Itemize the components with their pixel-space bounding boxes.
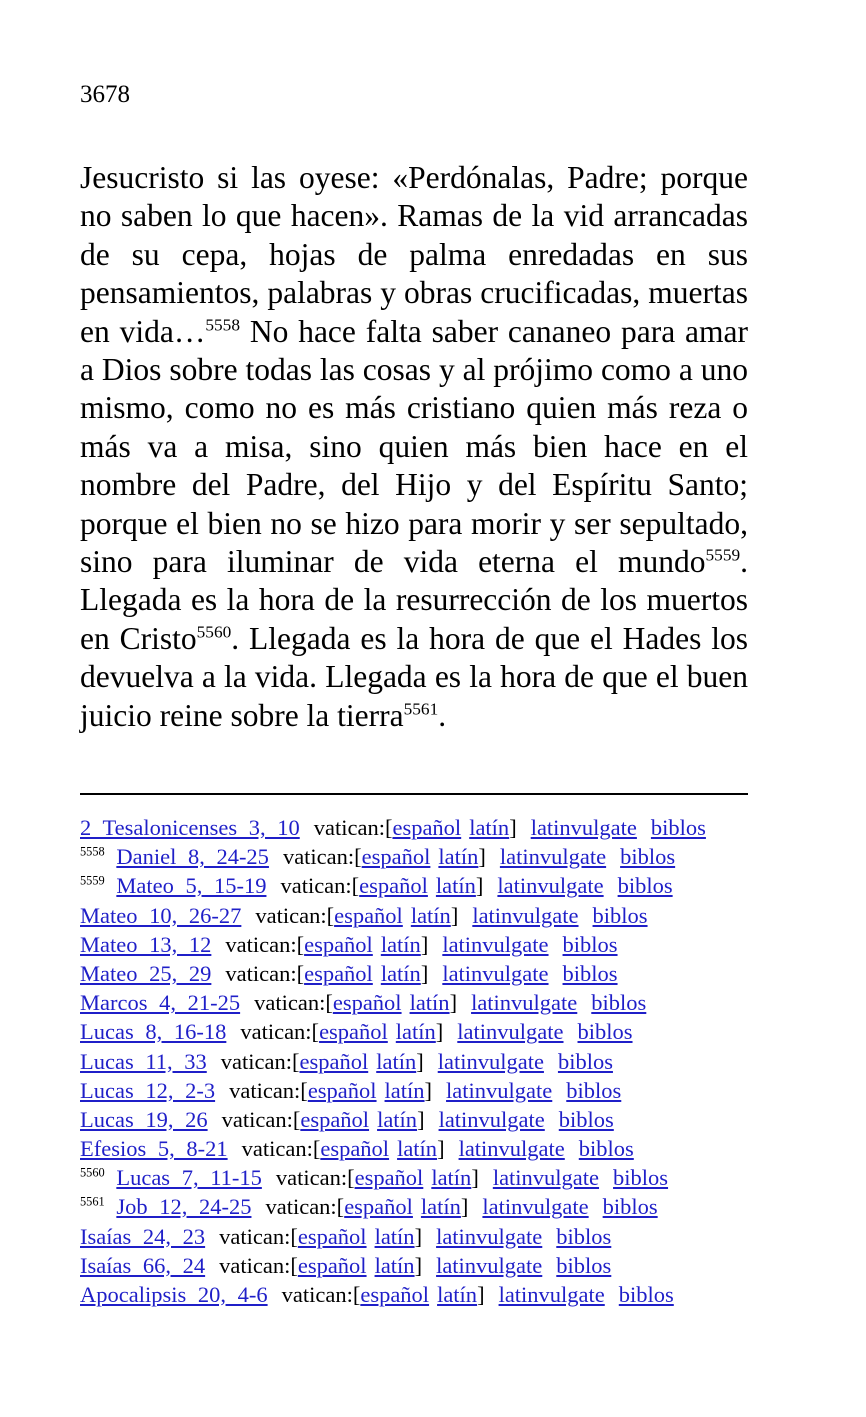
footnote-row — [80, 1163, 760, 1192]
bible-reference-link[interactable]: Isaías 66, 24 — [80, 1252, 206, 1278]
vatican-label: vatican:[ — [280, 873, 360, 899]
bible-reference-link[interactable]: Mateo 13, 12 — [80, 931, 212, 957]
footnote-row — [80, 988, 760, 1017]
body-text-part: . Llegada es la hora de que el Hades los devuelva a la vida. Llegada es la hora de que el buen juicio reine sobre la tierra — [80, 620, 748, 733]
footnote-number: 5559 — [80, 873, 105, 888]
biblos-link[interactable]: biblos — [556, 1252, 612, 1278]
footnote-row — [80, 1280, 760, 1309]
vatican-label: vatican:[ — [240, 1019, 320, 1045]
espanol-link[interactable]: español — [361, 844, 431, 870]
latinvulgate-link[interactable]: latinvulgate — [457, 1019, 564, 1045]
latinvulgate-link[interactable]: latinvulgate — [436, 1252, 543, 1278]
espanol-link[interactable]: español — [392, 815, 462, 840]
biblos-link[interactable]: biblos — [591, 990, 647, 1016]
biblos-link[interactable]: biblos — [558, 1106, 614, 1132]
biblos-link[interactable]: biblos — [618, 1282, 674, 1307]
footnote-marker: 5558 — [205, 315, 240, 335]
espanol-link[interactable]: español — [304, 931, 373, 957]
vatican-label: vatican:[ — [241, 1136, 321, 1162]
bracket-close: ] — [449, 990, 458, 1016]
latin-link[interactable]: latín — [395, 1019, 436, 1045]
bracket-close: ] — [424, 1077, 433, 1103]
bible-reference-link[interactable]: Daniel 8, 24-25 — [116, 844, 269, 870]
bible-reference-link[interactable]: Lucas 19, 26 — [80, 1106, 208, 1132]
latinvulgate-link[interactable]: latinvulgate — [471, 990, 578, 1016]
biblos-link[interactable]: biblos — [613, 1165, 669, 1191]
footnote-row — [80, 959, 760, 988]
latinvulgate-link[interactable]: latinvulgate — [458, 1136, 565, 1162]
footnote-row — [80, 1047, 760, 1076]
espanol-link[interactable]: español — [307, 1077, 377, 1103]
vatican-label: vatican:[ — [229, 1077, 308, 1103]
espanol-link[interactable]: español — [360, 1282, 430, 1307]
bracket-close: ] — [417, 1106, 425, 1132]
espanol-link[interactable]: español — [300, 1106, 370, 1132]
biblos-link[interactable]: biblos — [578, 1136, 634, 1162]
latinvulgate-link[interactable]: latinvulgate — [442, 931, 549, 957]
biblos-link[interactable]: biblos — [620, 844, 676, 870]
vatican-label: vatican:[ — [275, 1165, 355, 1191]
bible-reference-link[interactable]: Lucas 7, 11-15 — [116, 1165, 262, 1191]
latinvulgate-link[interactable]: latinvulgate — [497, 873, 604, 899]
bracket-close: ] — [477, 1282, 485, 1307]
vatican-label: vatican:[ — [281, 1282, 361, 1307]
latinvulgate-link[interactable]: latinvulgate — [442, 960, 549, 986]
latin-link[interactable]: latín — [437, 1282, 478, 1307]
latin-link[interactable]: latín — [431, 1165, 472, 1191]
latin-link[interactable]: latín — [409, 990, 450, 1016]
vatican-label: vatican:[ — [225, 960, 305, 986]
espanol-link[interactable]: español — [332, 990, 402, 1016]
biblos-link[interactable]: biblos — [557, 1048, 613, 1074]
latin-link[interactable]: latín — [420, 1194, 461, 1220]
footnote-row — [80, 901, 760, 930]
biblos-link[interactable]: biblos — [562, 960, 618, 986]
body-text-part: Jesucristo si las oyese: «Perdónalas, Padre; porque no saben lo que hacen». Ramas de la vid arrancadas de su cepa, hojas de palma enredadas en sus pensamientos, palabras y obras crucificadas, muertas en vida… — [80, 160, 748, 349]
bracket-close: ] — [437, 1136, 445, 1162]
latinvulgate-link[interactable]: latinvulgate — [498, 1282, 605, 1307]
bible-reference-link[interactable]: Lucas 11, 33 — [80, 1048, 207, 1074]
espanol-link[interactable]: español — [304, 960, 373, 986]
espanol-link[interactable]: español — [299, 1048, 369, 1074]
footnote-marker: 5559 — [705, 545, 741, 565]
espanol-link[interactable]: español — [334, 902, 403, 928]
body-text-part: . — [438, 697, 447, 733]
page-number: 3678 — [80, 81, 130, 108]
latinvulgate-link[interactable]: latinvulgate — [437, 1048, 544, 1074]
vatican-label: vatican:[ — [282, 844, 362, 870]
footnote-number: 5561 — [80, 1194, 105, 1209]
latin-link[interactable]: latín — [380, 931, 421, 957]
bible-reference-link[interactable]: Mateo 10, 26-27 — [80, 902, 242, 928]
bracket-close: ] — [460, 1194, 469, 1220]
footnote-row — [80, 842, 760, 871]
body-text-part: . Llegada es la hora de la resurrección de los muertos en Cristo — [80, 544, 748, 656]
bible-reference-link[interactable]: 2 Tesalonicenses 3, 10 — [80, 815, 300, 840]
latinvulgate-link[interactable]: latinvulgate — [499, 844, 607, 870]
bible-reference-link[interactable]: Mateo 25, 29 — [80, 960, 212, 986]
vatican-label: vatican:[ — [313, 815, 393, 840]
vatican-label: vatican:[ — [255, 902, 335, 928]
body-text-part: No hace falta saber cananeo para amar a Dios sobre todas las cosas y al prójimo como a uno mismo, como no es más cristiano quien más reza o más va a misa, sino quien más bien hace en el nombre del Padre, del Hijo y del Espíritu Santo; porque el bien no se hizo para morir y ser sepultado, sino para iluminar de vida eterna el mundo — [80, 313, 748, 580]
latinvulgate-link[interactable]: latinvulgate — [482, 1194, 589, 1220]
bible-reference-link[interactable]: Lucas 12, 2-3 — [80, 1077, 216, 1103]
biblos-link[interactable]: biblos — [617, 873, 673, 899]
footnote-row — [80, 813, 760, 842]
latin-link[interactable]: latín — [384, 1077, 425, 1103]
footnote-number: 5560 — [80, 1165, 105, 1180]
latin-link[interactable]: latín — [380, 960, 421, 986]
bible-reference-link[interactable]: Job 12, 24-25 — [116, 1194, 252, 1220]
espanol-link[interactable]: español — [320, 1136, 390, 1162]
biblos-link[interactable]: biblos — [650, 815, 706, 840]
bracket-close: ] — [435, 1019, 444, 1045]
latinvulgate-link[interactable]: latinvulgate — [472, 902, 579, 928]
footnote-number: 5558 — [80, 844, 105, 859]
footnote-row — [80, 930, 760, 959]
biblos-link[interactable]: biblos — [592, 902, 648, 928]
espanol-link[interactable]: español — [297, 1223, 367, 1249]
bible-reference-link[interactable]: Lucas 8, 16-18 — [80, 1019, 227, 1045]
latinvulgate-link[interactable]: latinvulgate — [492, 1165, 600, 1191]
latinvulgate-link[interactable]: latinvulgate — [530, 815, 637, 840]
espanol-link[interactable]: español — [344, 1194, 413, 1220]
bible-reference-link[interactable]: Marcos 4, 21-25 — [80, 990, 241, 1016]
bracket-close: ] — [450, 902, 459, 928]
espanol-link[interactable]: español — [297, 1252, 367, 1278]
footnote-row — [80, 1017, 760, 1046]
latinvulgate-link[interactable]: latinvulgate — [446, 1077, 553, 1103]
footnote-separator — [80, 793, 748, 795]
latin-link[interactable]: latín — [377, 1106, 418, 1132]
vatican-label: vatican:[ — [225, 931, 305, 957]
bible-reference-link[interactable]: Mateo 5, 15-19 — [116, 873, 267, 899]
bible-reference-link[interactable]: Isaías 24, 23 — [80, 1223, 206, 1249]
vatican-label: vatican:[ — [219, 1223, 298, 1249]
biblos-link[interactable]: biblos — [577, 1019, 633, 1045]
biblos-link[interactable]: biblos — [562, 931, 618, 957]
latin-link[interactable]: latín — [435, 873, 476, 899]
footnote-row — [80, 1192, 760, 1221]
biblos-link[interactable]: biblos — [566, 1077, 622, 1103]
biblos-link[interactable]: biblos — [556, 1223, 612, 1249]
biblos-link[interactable]: biblos — [602, 1194, 658, 1220]
vatican-label: vatican:[ — [219, 1252, 298, 1278]
espanol-link[interactable]: español — [359, 873, 428, 899]
latin-link[interactable]: latín — [438, 844, 479, 870]
bracket-close: ] — [471, 1165, 479, 1191]
vatican-label: vatican:[ — [221, 1106, 301, 1132]
footnote-row — [80, 871, 760, 900]
vatican-label: vatican:[ — [265, 1194, 345, 1220]
footnote-marker: 5560 — [196, 622, 232, 642]
bracket-close: ] — [416, 1048, 424, 1074]
footnote-marker: 5561 — [403, 699, 439, 719]
footnote-row — [80, 1076, 760, 1105]
latin-link[interactable]: latín — [376, 1048, 417, 1074]
latin-link[interactable]: latín — [410, 902, 451, 928]
bible-reference-link[interactable]: Efesios 5, 8-21 — [80, 1136, 228, 1162]
footnote-row — [80, 1251, 760, 1280]
espanol-link[interactable]: español — [319, 1019, 388, 1045]
latin-link[interactable]: latín — [469, 815, 510, 840]
bracket-close: ] — [420, 931, 429, 957]
bracket-close: ] — [509, 815, 517, 840]
latinvulgate-link[interactable]: latinvulgate — [436, 1223, 543, 1249]
bracket-close: ] — [475, 873, 484, 899]
footnote-row — [80, 1105, 760, 1134]
bracket-close: ] — [478, 844, 486, 870]
body-paragraph — [80, 159, 748, 735]
vatican-label: vatican:[ — [220, 1048, 300, 1074]
footnote-row — [80, 1222, 760, 1251]
latin-link[interactable]: latín — [374, 1252, 415, 1278]
espanol-link[interactable]: español — [354, 1165, 424, 1191]
bible-reference-link[interactable]: Apocalipsis 20, 4-6 — [80, 1282, 268, 1307]
latinvulgate-link[interactable]: latinvulgate — [438, 1106, 545, 1132]
vatican-label: vatican:[ — [254, 990, 333, 1016]
latin-link[interactable]: latín — [374, 1223, 415, 1249]
latin-link[interactable]: latín — [397, 1136, 438, 1162]
bracket-close: ] — [420, 960, 429, 986]
bracket-close: ] — [414, 1223, 423, 1249]
footnotes-list — [80, 813, 760, 1309]
footnote-row — [80, 1134, 760, 1163]
bracket-close: ] — [414, 1252, 423, 1278]
